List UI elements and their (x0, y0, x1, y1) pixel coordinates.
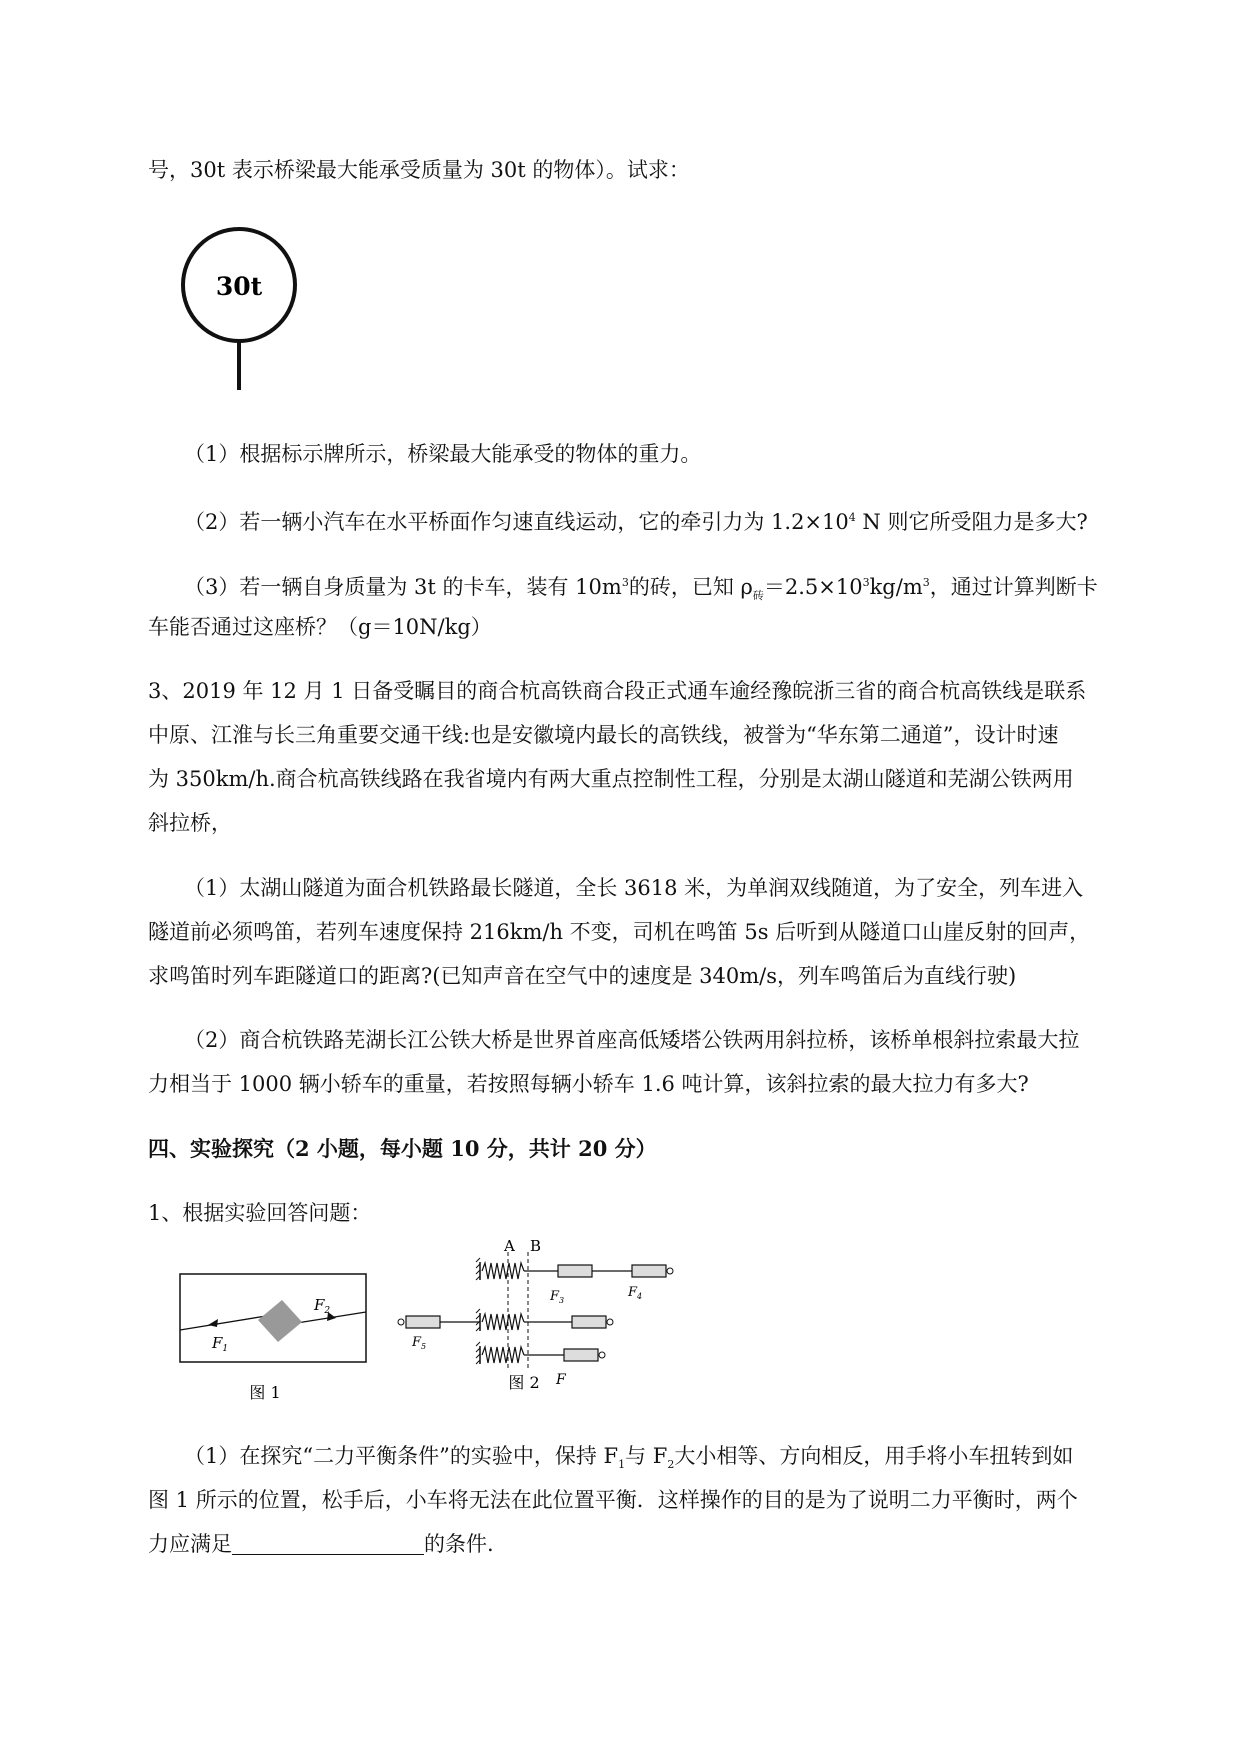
svg-text:F5 (411, 1335, 426, 1351)
fig2-f5-label: F (412, 1335, 422, 1350)
fig2-f5-subscript: 5 (421, 1342, 427, 1351)
experiment-1-part-1-line-1: （1）在探究“二力平衡条件”的实验中，保持 $F_1$与 $F_2$大小相等、方向相反，用手将小车扭转到如 (184, 1444, 1074, 1472)
svg-text:F4 (627, 1285, 642, 1301)
experiment-1-part-1-line-3: 力应满足 的条件. (148, 1532, 494, 1556)
question-2-part-3: （3）若一辆自身质量为 3t 的卡车，装有 $10m^3$的砖，已知 $\rho_砖=2.5\times 10^3kg/m^3$，通过计算判断卡 (184, 575, 1098, 603)
question-3-part-2-line-2: 力相当于 1000 辆小轿车的重量，若按照每辆小轿车 1.6 吨计算，该斜拉索的最大拉力有多大? (148, 1072, 1029, 1096)
question-3-part-1-line-2: 隧道前必须鸣笛，若列车速度保持 216km/h 不变，司机在鸣笛 5s 后听到从隧道口山崖反射的回声， (148, 920, 1091, 944)
question-2-part-1: （1）根据标示牌所示，桥梁最大能承受的物体的重力。 (184, 442, 702, 466)
svg-text:F3 (549, 1289, 564, 1305)
fig2-f4-label: F (628, 1285, 638, 1300)
fig1-f2-label: F (314, 1296, 325, 1314)
load-limit-sign (180, 222, 300, 392)
fig2-f3-label: F (550, 1289, 560, 1304)
fig2-label-b: B (530, 1238, 542, 1255)
section-4-heading: 四、实验探究（2 小题，每小题 10 分，共计 20 分） (148, 1136, 657, 1161)
fig2-label-a: A (504, 1238, 515, 1255)
experiment-1-part-1-line-2: 图 1 所示的位置，松手后，小车将无法在此位置平衡．这样操作的目的是为了说明二力平衡时，两个 (148, 1488, 1078, 1512)
fig2-f-label: F (556, 1372, 566, 1388)
fig2-f4-subscript: 4 (637, 1292, 643, 1301)
question-3-part-1-line-1: （1）太湖山隧道为面合机铁路最长隧道，全长 3618 米，为单润双线随道，为了安全，列车进入 (184, 876, 1084, 900)
question-3-part-1-line-3: 求鸣笛时列车距隧道口的距离?(已知声音在空气中的速度是 340m/s，列车鸣笛后为直线行驶) (148, 964, 1017, 988)
question-2-intro-tail: 号，30t 表示桥梁最大能承受质量为 30t 的物体）。试求： (148, 158, 690, 182)
question-2-part-3-line-2: 车能否通过这座桥？（g＝10N/kg） (148, 615, 492, 639)
question-3-intro-line-1: 3、2019 年 12 月 1 日备受瞩目的商合杭高铁商合段正式通车逾经豫皖浙三省的商合杭高铁线是联系 (148, 679, 1087, 703)
question-2-part-2: （2）若一辆小汽车在水平桥面作匀速直线运动，它的牵引力为 $1.2\times 10^4$ N 则它所受阻力是多大? (184, 510, 1088, 534)
question-3-intro-line-3: 为 350km/h.商合杭高铁线路在我省境内有两大重点控制性工程，分别是太湖山隧道和芜湖公铁两用 (148, 767, 1074, 791)
question-3-part-2-line-1: （2）商合杭铁路芜湖长江公铁大桥是世界首座高低矮塔公铁两用斜拉桥，该桥单根斜拉索最大拉 (184, 1028, 1080, 1052)
spring-row-middle (398, 1309, 613, 1331)
fig1-f1-subscript: 1 (222, 1344, 229, 1354)
sign-label: 30t (215, 272, 263, 301)
figure-2 (392, 1238, 712, 1408)
question-3-intro-line-2: 中原、江淮与长三角重要交通干线:也是安徽境内最长的高铁线，被誉为“华东第二通道”，设计时速 (148, 723, 1059, 747)
fig1-f1-label: F (212, 1334, 223, 1352)
figure-2-caption: 图 2 (508, 1373, 540, 1392)
answer-blank[interactable] (232, 1530, 424, 1555)
figure-1 (178, 1272, 368, 1412)
spring-row-top (476, 1258, 673, 1280)
figure-1-caption: 图 1 (249, 1383, 281, 1402)
fig1-f2-subscript: 2 (324, 1306, 331, 1316)
spring-row-bottom (476, 1342, 605, 1364)
question-3-intro-line-4: 斜拉桥， (148, 811, 232, 835)
fig2-f3-subscript: 3 (559, 1296, 565, 1305)
experiment-1-intro: 1、根据实验回答问题： (148, 1201, 372, 1225)
